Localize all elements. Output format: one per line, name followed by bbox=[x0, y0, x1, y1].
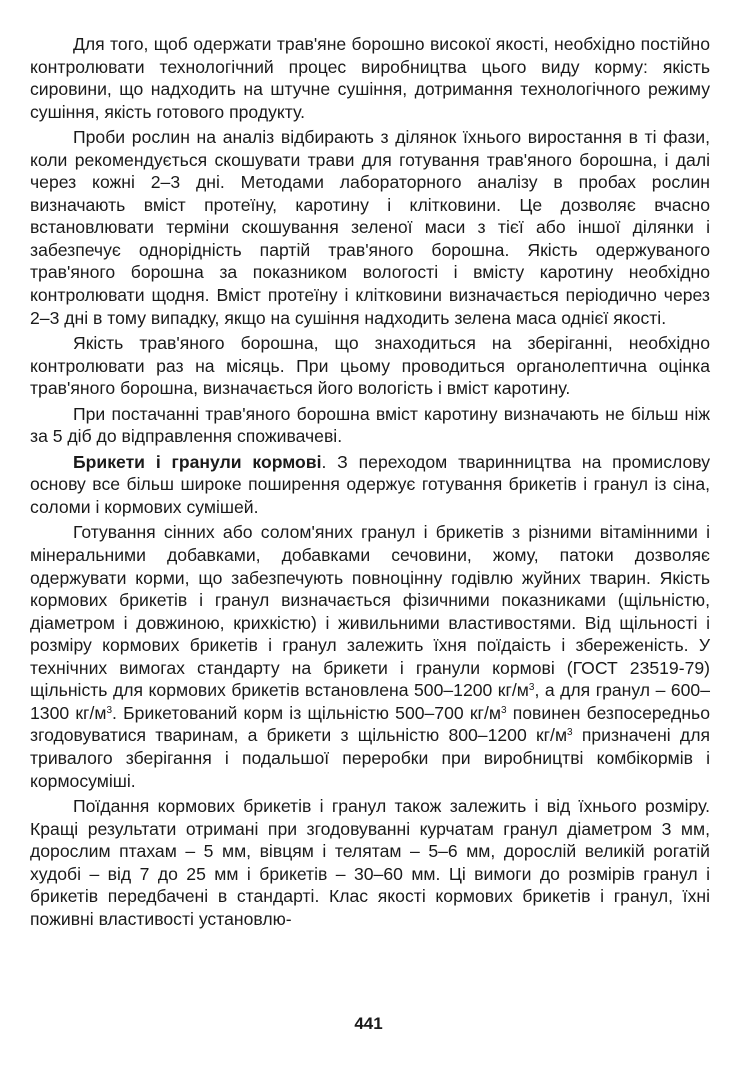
paragraph bbox=[30, 795, 710, 930]
paragraph bbox=[30, 403, 710, 448]
paragraph bbox=[30, 451, 710, 519]
text-segment: призначені для тривалого зберігання і подальшої переробки при виробництві комбікормів і кормосумішi. bbox=[30, 725, 710, 791]
text-segment: , а для гранул – 600–1300 кг/м bbox=[30, 680, 710, 723]
text-segment: Проби рослин на аналіз відбирають з ділянок їхнього виростання в ті фази, коли рекомендується скошувати трави для готування трав'яного борошна, і далі через кожні 2–3 дні. Методами лабораторного аналізу в пробах рослин визначають вміст протеїну, каротину і клітковини. Це дозволяє вчасно встановлювати терміни скошування зеленої маси з тієї або іншої ділянки і забезпечує однорідність партій трав'яного борошна. Якість одержуваного трав'яного борошна за показником вологості і вмісту каротину необхідно контролювати щодня. Вміст протеїну і клітковини визначається періодично через 2–3 дні в тому випадку, якщо на сушіння надходить зелена маса однієї якості. bbox=[30, 127, 710, 328]
text-segment: Якість трав'яного борошна, що знаходиться на зберіганні, необхідно контролювати раз на місяць. При цьому проводиться органолептична оцінка трав'яного борошна, визначається його вологість і вміст каротину. bbox=[30, 333, 710, 399]
superscript: 3 bbox=[528, 682, 535, 694]
text-segment: . Брикетований корм із щільністю 500–700 кг/м bbox=[112, 702, 501, 723]
text-segment: Для того, щоб одержати трав'яне борошно високої якості, необхідно постійно контролювати технологічний процес виробництва цього виду корму: якість сировини, що надходить на штучне сушіння, дотримання технологічного режиму сушіння, якість готового продукту. bbox=[30, 34, 710, 122]
body-text bbox=[30, 33, 710, 930]
text-segment: При постачанні трав'яного борошна вміст каротину визначають не більш ніж за 5 діб до відправлення споживачеві. bbox=[30, 403, 710, 447]
page-number: 441 bbox=[354, 1014, 383, 1033]
text-segment: Поїдання кормових брикетів і гранул також залежить і від їхнього розміру. Кращі результати отримані при згодовуванні курчатам гранул діаметром 3 мм, дорослим птахам – 5 мм, вівцям і телятам – 5–6 мм, дорослій великій рогатій худобі – від 7 до 25 мм і брикетів – 30–60 мм. Ці вимоги до розмірів гранул і брикетів передбачені в стандарті. Клас якості кормових брикетів і гранул, їхні поживні властивості установлю- bbox=[30, 796, 710, 929]
paragraph bbox=[30, 521, 710, 792]
bold-heading: Брикети і гранули кормові bbox=[73, 451, 322, 472]
paragraph bbox=[30, 33, 710, 123]
superscript: 3 bbox=[106, 704, 113, 716]
superscript: 3 bbox=[567, 727, 573, 739]
paragraph bbox=[30, 126, 710, 329]
text-segment: . З переходом тваринництва на промислову основу все більш широке поширення одержує готування брикетів і гранул із сіна, соломи і кормових сумішей. bbox=[30, 451, 710, 517]
text-segment: Готування сінних або солом'яних гранул і брикетів з різними вітамінними і мінеральними добавками, добавками сечовини, жому, патоки дозволяє одержувати корми, що забезпечують повноцінну годівлю жуйних тварин. Якість кормових брикетів і гранул визначається фізичними показниками (щільністю, діаметром і довжиною, крихкістю) і живильними властивостями. Від щільності і розміру кормових брикетів і гранул залежить їхня поїдаість і збереженість. У технічних вимогах стандарту на брикети і гранули кормові (ГОСТ 23519-79) щільність для кормових брикетів встановлена 500–1200 кг/м bbox=[30, 522, 710, 701]
text-segment: повинен безпосередньо згодовуватися тваринам, а брикети з щільністю 800–1200 кг/м bbox=[30, 702, 710, 746]
superscript: 3 bbox=[500, 704, 507, 716]
paragraph bbox=[30, 332, 710, 400]
